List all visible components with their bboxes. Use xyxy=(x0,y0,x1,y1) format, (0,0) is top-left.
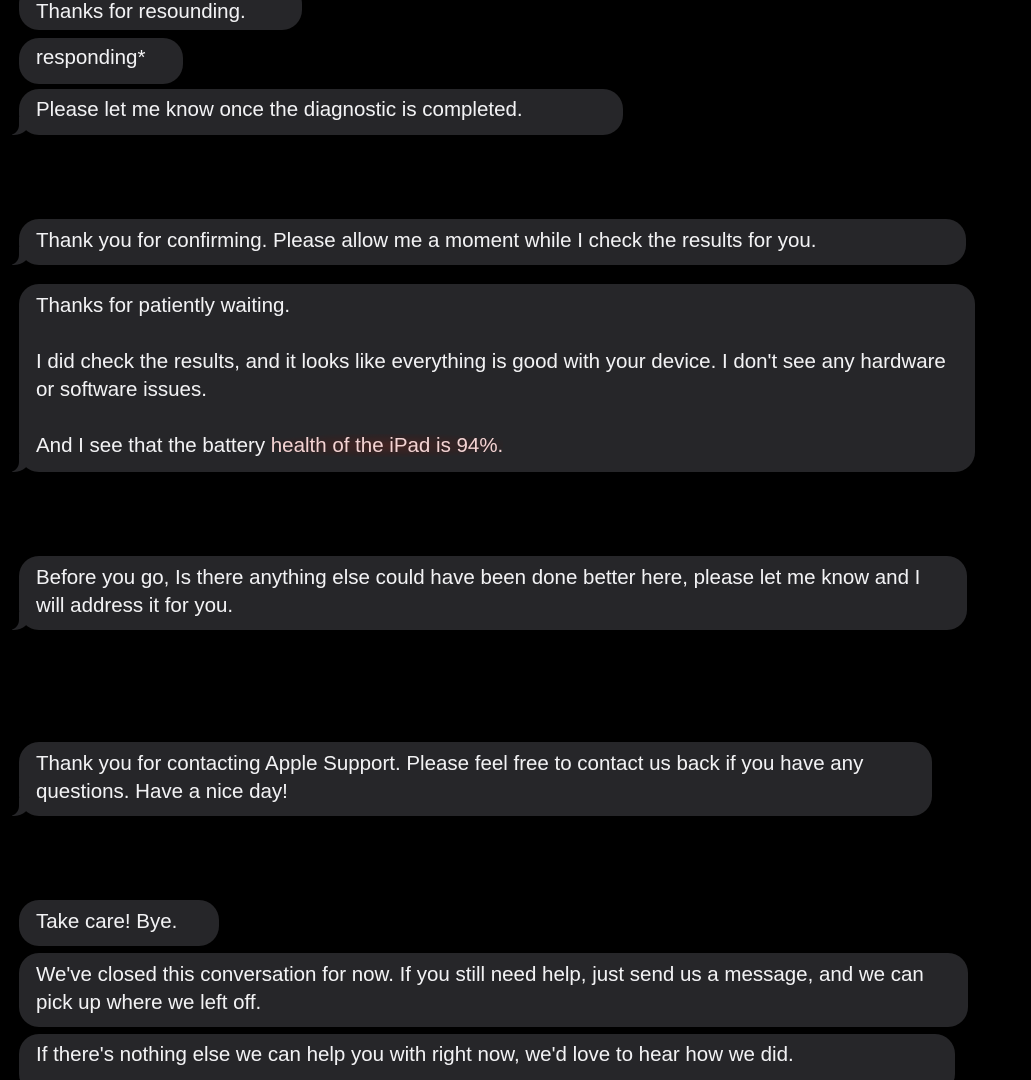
message-text: If there's nothing else we can help you with right now, we'd love to hear how we did. xyxy=(36,1043,794,1066)
message-text: Before you go, Is there anything else could have been done better here, please let me know and I will address it for you. xyxy=(36,566,921,617)
message-paragraph: Thanks for patiently waiting. xyxy=(36,294,291,317)
message-text: Thank you for confirming. Please allow me a moment while I check the results for you. xyxy=(36,229,817,252)
message-bubble xyxy=(19,556,967,630)
message-bubble xyxy=(19,38,183,84)
message-text: Take care! Bye. xyxy=(36,910,178,933)
message-bubble xyxy=(19,89,623,135)
message-text: We've closed this conversation for now. If you still need help, just send us a message, and we can pick up where we left off. xyxy=(36,963,924,1014)
message-bubble xyxy=(19,1034,955,1080)
message-bubble xyxy=(19,0,302,30)
message-text: responding* xyxy=(36,46,146,69)
message-bubble xyxy=(19,284,975,472)
message-bubble xyxy=(19,742,932,816)
message-text: Thanks for resounding. xyxy=(36,0,246,23)
message-paragraph: I did check the results, and it looks like everything is good with your device. I don't see any hardware or software issues. xyxy=(36,350,946,401)
message-bubble xyxy=(19,219,966,265)
highlighted-text: health of the iPad is 94%. xyxy=(270,434,504,457)
message-text: Please let me know once the diagnostic is completed. xyxy=(36,98,523,121)
message-bubble xyxy=(19,953,968,1027)
message-text: And I see that the battery xyxy=(36,434,271,457)
message-text: Thank you for contacting Apple Support. Please feel free to contact us back if you have any questions. Have a nice day! xyxy=(36,752,864,803)
message-paragraph xyxy=(36,432,958,460)
message-bubble xyxy=(19,900,219,946)
